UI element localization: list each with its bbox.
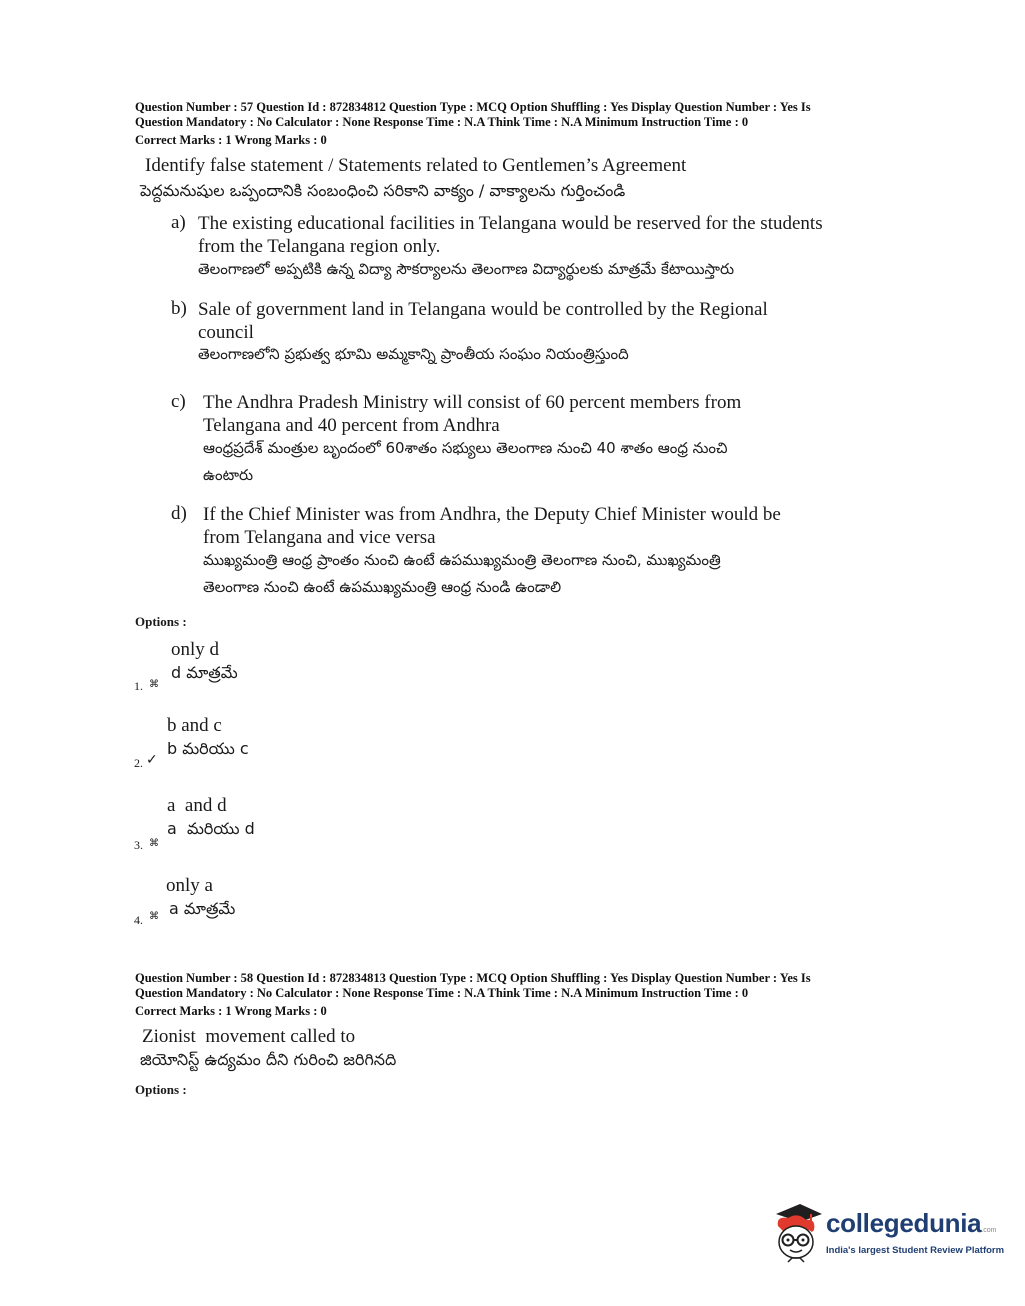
cross-icon: ⌘ <box>149 911 159 922</box>
statement-text-te: తెలంగాణలో అప్పటికి ఉన్న విద్యా సౌకర్యాలను తెలంగాణ విద్యార్థులకు మాత్రమే కేటాయిస్తారు <box>198 260 735 278</box>
question-57-meta <box>135 99 895 148</box>
statement-text-en <box>203 503 883 549</box>
option-number: 1. <box>134 679 143 693</box>
logo-suffix: .com <box>981 1227 997 1234</box>
logo-tagline: India's largest Student Review Platform <box>826 1245 1005 1256</box>
statement-label: b) <box>171 298 187 319</box>
statement-en-line-2: from Telangana and vice versa <box>203 527 436 548</box>
meta-line-1: Question Number : 57 Question Id : 872834812 Question Type : MCQ Option Shuffling : Yes Display Question Number : Yes Is <box>135 100 811 114</box>
option-text-te: a మాత్రమే <box>169 899 236 918</box>
option-text-te: d మాత్రమే <box>171 663 238 682</box>
option-3[interactable] <box>133 794 433 854</box>
meta-line-1: Question Number : 58 Question Id : 872834813 Question Type : MCQ Option Shuffling : Yes Display Question Number : Yes Is <box>135 971 811 985</box>
option-text-te: a మరియు d <box>167 819 255 838</box>
option-number: 4. <box>134 913 143 927</box>
statement-en-line-2: council <box>198 322 254 343</box>
statement-en-line-1: If the Chief Minister was from Andhra, the Deputy Chief Minister would be <box>203 504 781 525</box>
meta-line-2: Question Mandatory : No Calculator : None Response Time : N.A Think Time : N.A Minimum Instruction Time : 0 <box>135 986 749 1000</box>
statement-te-line-2: ఉంటారు <box>203 466 254 484</box>
marks-line: Correct Marks : 1 Wrong Marks : 0 <box>135 1004 327 1018</box>
statement-text-te <box>203 435 883 489</box>
marks-line: Correct Marks : 1 Wrong Marks : 0 <box>135 133 327 147</box>
statement-label: d) <box>171 503 187 524</box>
option-number: 2. <box>134 756 143 770</box>
option-1[interactable] <box>133 638 433 698</box>
statement-en-line-1: The Andhra Pradesh Ministry will consist of 60 percent members from <box>203 392 742 413</box>
question-58-text-te: జియోనిస్ట్ ఉద్యమం దీని గురించి జరిగినది <box>140 1050 397 1069</box>
check-icon: ✓ <box>146 752 158 768</box>
question-58-meta <box>135 970 895 1019</box>
question-57-text-en: Identify false statement / Statements related to Gentlemen’s Agreement <box>145 155 687 176</box>
mascot-icon <box>770 1200 826 1268</box>
statement-text-en <box>203 391 883 437</box>
statement-en-line-1: The existing educational facilities in Telangana would be reserved for the students <box>198 213 823 234</box>
question-58-text-en: Zionist movement called to <box>142 1026 356 1047</box>
option-2[interactable] <box>133 714 433 774</box>
statement-text-te: తెలంగాణలోని ప్రభుత్వ భూమి అమ్మకాన్ని ప్రాంతీయ సంఘం నియంత్రిస్తుంది <box>198 345 629 363</box>
statement-label: a) <box>171 212 186 233</box>
statement-en-line-2: Telangana and 40 percent from Andhra <box>203 415 500 436</box>
cross-icon: ⌘ <box>149 679 159 690</box>
statement-text-en <box>198 298 878 344</box>
statement-te-line-2: తెలంగాణ నుంచి ఉంటే ఉపముఖ్యమంత్రి ఆంధ్ర నుండి ఉండాలి <box>203 578 562 596</box>
option-text-en: only d <box>171 639 220 660</box>
option-4[interactable] <box>133 874 433 934</box>
statement-en-line-2: from the Telangana region only. <box>198 236 441 257</box>
option-number: 3. <box>134 838 143 852</box>
logo-wordmark <box>826 1208 997 1239</box>
option-text-en: b and c <box>167 715 222 736</box>
statement-en-line-1: Sale of government land in Telangana would be controlled by the Regional <box>198 299 768 320</box>
cross-icon: ⌘ <box>149 838 159 849</box>
option-text-en: only a <box>166 875 213 896</box>
option-text-te: b మరియు c <box>167 739 249 758</box>
option-text-en: a and d <box>167 795 227 816</box>
statement-te-line-1: ఆంధ్రప్రదేశ్ మంత్రుల బృందంలో 60శాతం సభ్యులు తెలంగాణ నుంచి 40 శాతం ఆంధ్ర నుంచి <box>203 439 728 457</box>
options-label: Options : <box>135 1082 187 1097</box>
statement-text-te <box>203 547 883 601</box>
options-label: Options : <box>135 614 187 629</box>
logo-name: collegedunia <box>826 1208 982 1238</box>
question-57-text-te: పెద్దమనుషుల ఒప్పందానికి సంబంధించి సరికాని వాక్యం / వాక్యాలను గుర్తించండి <box>140 181 626 200</box>
statement-te-line-1: ముఖ్యమంత్రి ఆంధ్ర ప్రాంతం నుంచి ఉంటే ఉపముఖ్యమంత్రి తెలంగాణ నుంచి, ముఖ్యమంత్రి <box>203 551 721 569</box>
statement-label: c) <box>171 391 186 412</box>
statement-text-en <box>198 212 878 258</box>
collegedunia-logo <box>770 1198 1005 1270</box>
meta-line-2: Question Mandatory : No Calculator : None Response Time : N.A Think Time : N.A Minimum Instruction Time : 0 <box>135 115 749 129</box>
